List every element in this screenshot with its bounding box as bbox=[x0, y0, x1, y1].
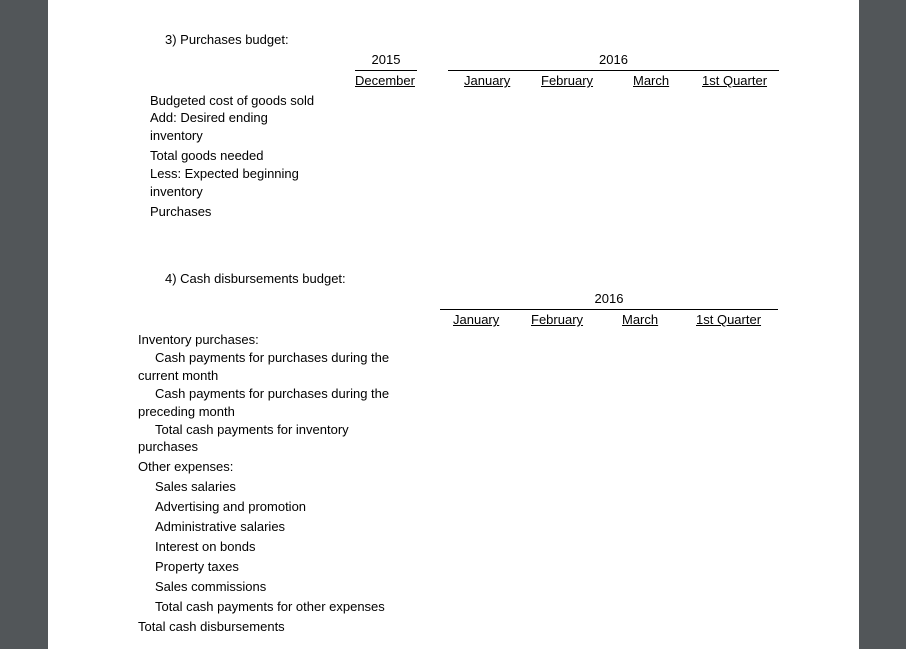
purchases-year-2015: 2015 bbox=[371, 52, 401, 67]
row-interest-on-bonds: Interest on bonds bbox=[155, 539, 256, 554]
year-2015-rule bbox=[355, 70, 417, 71]
row-administrative-salaries: Administrative salaries bbox=[155, 519, 286, 534]
cash-year-2016-rule bbox=[440, 309, 778, 310]
purchases-budget-heading: 3) Purchases budget: bbox=[165, 32, 289, 47]
purchases-year-2016: 2016 bbox=[599, 52, 628, 67]
row-desired-ending-inventory-cont: inventory bbox=[150, 128, 203, 143]
purchases-col-1st-quarter: 1st Quarter bbox=[702, 73, 768, 88]
cash-col-march: March bbox=[622, 312, 659, 327]
row-total-goods-needed: Total goods needed bbox=[150, 148, 264, 163]
cash-col-january: January bbox=[453, 312, 500, 327]
row-desired-ending-inventory: Add: Desired ending bbox=[150, 110, 268, 125]
row-advertising-and-promotion: Advertising and promotion bbox=[155, 499, 307, 514]
cash-col-1st-quarter: 1st Quarter bbox=[696, 312, 762, 327]
row-cash-current-month: Cash payments for purchases during the bbox=[155, 350, 390, 365]
inventory-purchases-label: Inventory purchases: bbox=[138, 332, 259, 347]
row-total-other-expenses: Total cash payments for other expenses bbox=[155, 599, 385, 614]
row-expected-beginning-inventory-cont: inventory bbox=[150, 184, 203, 199]
cash-year-2016: 2016 bbox=[594, 291, 624, 306]
row-total-inventory-payments: Total cash payments for inventory bbox=[155, 422, 349, 437]
row-cash-preceding-month: Cash payments for purchases during the bbox=[155, 386, 390, 401]
document-page bbox=[48, 0, 859, 649]
row-purchases: Purchases bbox=[150, 204, 212, 219]
year-2016-rule bbox=[448, 70, 779, 71]
row-sales-salaries: Sales salaries bbox=[155, 479, 236, 494]
row-total-inventory-payments-cont: purchases bbox=[138, 439, 198, 454]
purchases-col-december: December bbox=[355, 73, 415, 88]
cash-col-february: February bbox=[531, 312, 584, 327]
row-sales-commissions: Sales commissions bbox=[155, 579, 267, 594]
purchases-col-february: February bbox=[541, 73, 594, 88]
purchases-col-january: January bbox=[464, 73, 511, 88]
row-cash-current-month-cont: current month bbox=[138, 368, 219, 383]
row-property-taxes: Property taxes bbox=[155, 559, 239, 574]
other-expenses-label: Other expenses: bbox=[138, 459, 234, 474]
purchases-col-march: March bbox=[633, 73, 670, 88]
row-cash-preceding-month-cont: preceding month bbox=[138, 404, 235, 419]
row-expected-beginning-inventory: Less: Expected beginning bbox=[150, 166, 299, 181]
row-budgeted-cost-of-goods-sold: Budgeted cost of goods sold bbox=[150, 93, 315, 108]
row-total-cash-disbursements: Total cash disbursements bbox=[138, 619, 285, 634]
cash-disbursements-heading: 4) Cash disbursements budget: bbox=[165, 271, 346, 286]
